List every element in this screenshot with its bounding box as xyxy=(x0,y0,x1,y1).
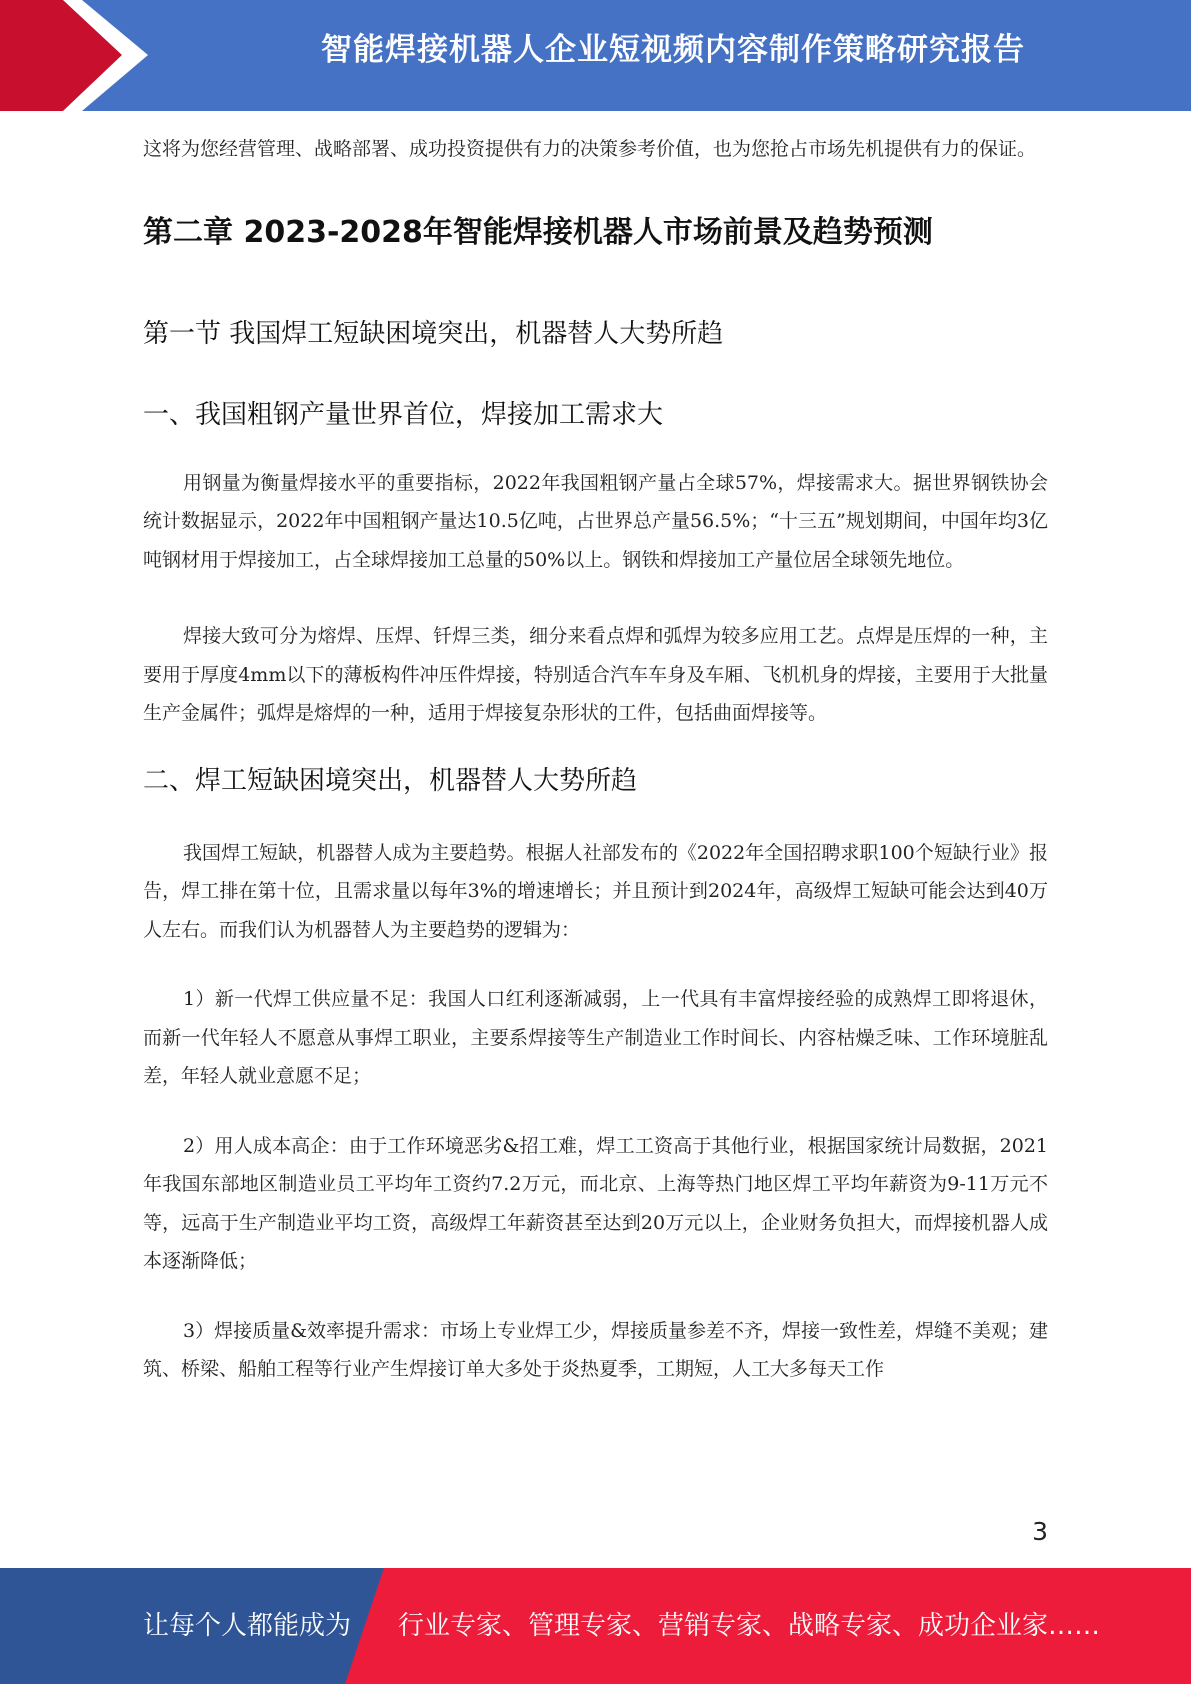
page-number: 3 xyxy=(1032,1517,1048,1546)
paragraph: 我国焊工短缺，机器替人成为主要趋势。根据人社部发布的《2022年全国招聘求职100个短缺行业》报告，焊工排在第十位，且需求量以每年3%的增速增长；并且预计到2024年，高级焊工短缺可能会达到40万人左右。而我们认为机器替人为主要趋势的逻辑为： xyxy=(143,841,1048,941)
paragraph: 焊接大致可分为熔焊、压焊、钎焊三类，细分来看点焊和弧焊为较多应用工艺。点焊是压焊的一种，主要用于厚度4mm以下的薄板构件冲压件焊接，特别适合汽车车身及车厢、飞机机身的焊接，主要用于大批量生产金属件；弧焊是熔焊的一种，适用于焊接复杂形状的工件，包括曲面焊接等。 xyxy=(143,625,1048,724)
paragraph: 1）新一代焊工供应量不足：我国人口红利逐渐减弱，上一代具有丰富焊接经验的成熟焊工即将退休，而新一代年轻人不愿意从事焊工职业，主要系焊接等生产制造业工作时间长、内容枯燥乏味、工作环境脏乱差，年轻人就业意愿不足； xyxy=(143,988,1048,1087)
page-footer xyxy=(0,1568,1191,1684)
paragraph: 3）焊接质量&效率提升需求：市场上专业焊工少，焊接质量参差不齐，焊接一致性差，焊缝不美观；建筑、桥梁、船舶工程等行业产生焊接订单大多处于炎热夏季，工期短，人工大多每天工作 xyxy=(143,1319,1049,1380)
footer-slogan-right: 行业专家、管理专家、营销专家、战略专家、成功企业家…… xyxy=(398,1611,1101,1641)
section-title: 第一节 我国焊工短缺困境突出，机器替人大势所趋 xyxy=(143,318,724,349)
footer-slogan-left: 让每个人都能成为 xyxy=(143,1611,352,1641)
paragraph: 2）用人成本高企：由于工作环境恶劣&招工难，焊工工资高于其他行业，根据国家统计局数据，2021年我国东部地区制造业员工平均年工资约7.2万元，而北京、上海等热门地区焊工平均年薪资为9-11万元不等，远高于生产制造业平均工资，高级焊工年薪资甚至达到20万元以上，企业财务负担大，而焊接机器人成本逐渐降低； xyxy=(143,1134,1048,1272)
intro-paragraph: 这将为您经营管理、战略部署、成功投资提供有力的决策参考价值，也为您抢占市场先机提供有力的保证。 xyxy=(143,138,1037,160)
page-content xyxy=(143,130,1048,1389)
paragraph: 用钢量为衡量焊接水平的重要指标，2022年我国粗钢产量占全球57%，焊接需求大。据世界钢铁协会统计数据显示，2022年中国粗钢产量达10.5亿吨，占世界总产量56.5%；“十三五”规划期间，中国年均3亿吨钢材用于焊接加工，占全球焊接加工总量的50%以上。钢铁和焊接加工产量位居全球领先地位。 xyxy=(143,471,1048,571)
subsection-1-title: 一、我国粗钢产量世界首位，焊接加工需求大 xyxy=(143,399,664,430)
subsection-2-title: 二、焊工短缺困境突出，机器替人大势所趋 xyxy=(143,765,638,796)
report-title: 智能焊接机器人企业短视频内容制作策略研究报告 xyxy=(321,32,1025,68)
page-header xyxy=(0,0,1191,111)
chapter-title: 第二章 2023-2028年智能焊接机器人市场前景及趋势预测 xyxy=(143,214,933,250)
